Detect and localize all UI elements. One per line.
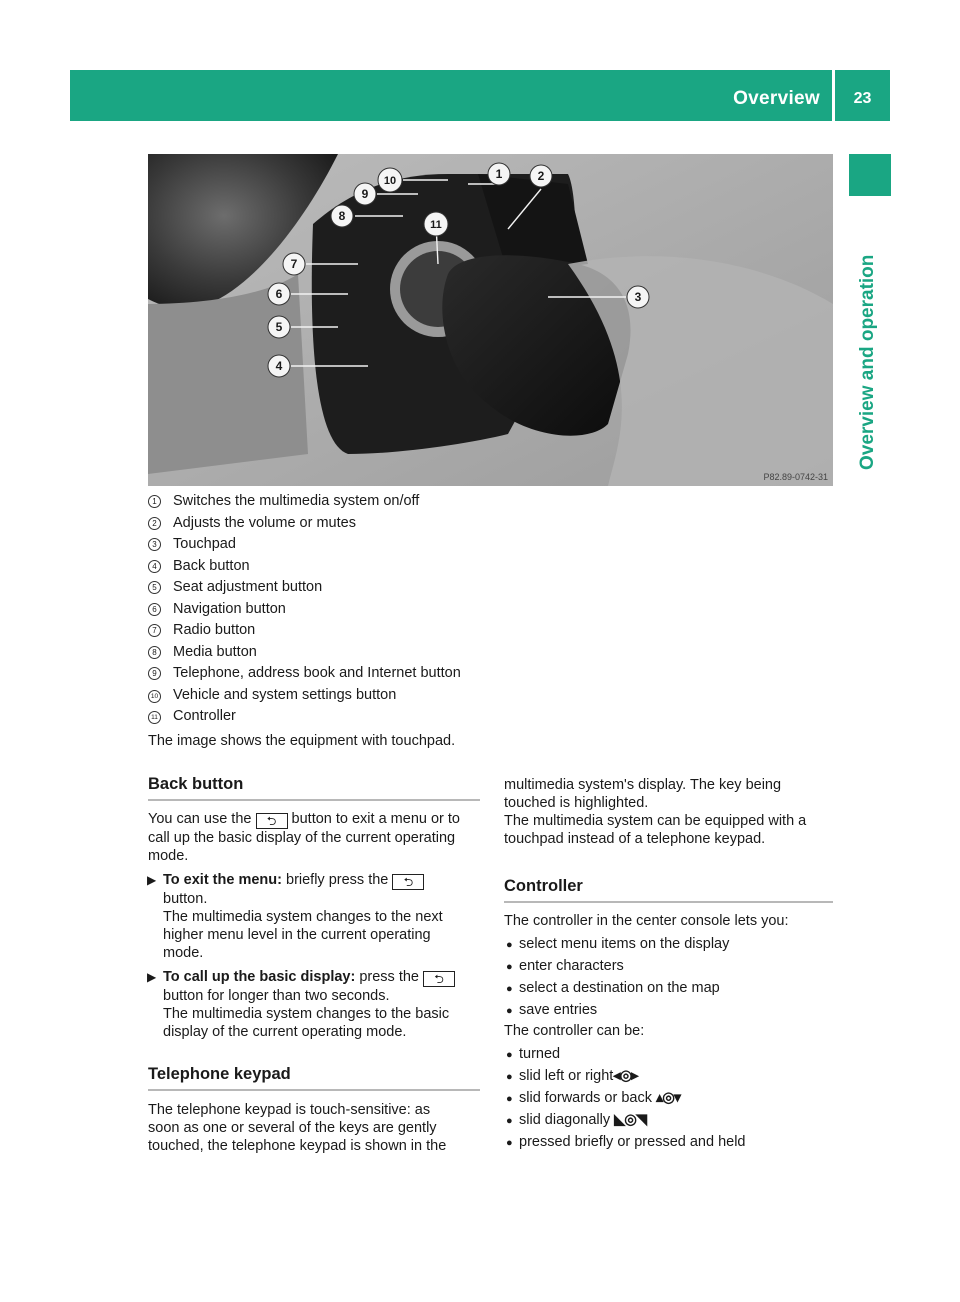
callout-9 (354, 183, 376, 205)
controller-can-be: The controller can be: (504, 1023, 645, 1039)
chapter-tab (849, 154, 891, 196)
callout-1 (488, 163, 510, 185)
controller-heading: Controller (504, 877, 583, 895)
callout-4 (268, 355, 290, 377)
legend-item: 9 Telephone, address book and Internet button (148, 663, 461, 685)
slide-forward-back-icon: ▴◎▾ (656, 1090, 681, 1106)
section-rule (148, 1089, 480, 1091)
console-illustration (148, 154, 833, 486)
legend-item: 1 Switches the multimedia system on/off (148, 491, 461, 513)
section-rule (504, 901, 833, 903)
list-item: ● select menu items on the display (506, 936, 730, 952)
figure-note: The image shows the equipment with touchpad. (148, 733, 456, 749)
legend-item: 6 Navigation button (148, 599, 461, 621)
svg-text:11: 11 (430, 219, 442, 231)
svg-text:7: 7 (290, 257, 298, 271)
list-item: ● enter characters (506, 958, 624, 974)
svg-text:2: 2 (537, 169, 545, 183)
list-item: ● slid forwards or back ▴◎▾ (506, 1090, 681, 1106)
callout-8 (331, 205, 353, 227)
svg-text:10: 10 (383, 175, 397, 187)
controller-uses-list (506, 933, 729, 1021)
callout-5 (268, 316, 290, 338)
legend-item: 8 Media button (148, 642, 461, 664)
legend-item: 4 Back button (148, 556, 461, 578)
list-item: ● slid left or right◂◎▸ (506, 1068, 638, 1084)
callout-3 (627, 286, 649, 308)
list-item: ● save entries (506, 1002, 598, 1018)
figure-code: P82.89-0742-31 (763, 472, 828, 482)
svg-text:4: 4 (275, 359, 283, 373)
telephone-keypad-heading: Telephone keypad (148, 1065, 291, 1083)
callout-2 (530, 165, 552, 187)
header-bar (70, 70, 890, 121)
step-basic-display: ▶ To call up the basic display: press the ⮌ button for longer than two seconds. The multimedia system changes to the basic display of the current operating mode. (163, 968, 483, 1041)
callout-6 (268, 283, 290, 305)
chapter-label: Overview and operation (857, 254, 878, 470)
telephone-keypad-text: The telephone keypad is touch-sensitive: as soon as one or several of the keys are gently touched, the telephone keypad is shown in the (148, 1102, 447, 1154)
step-arrow-icon: ▶ (147, 970, 157, 984)
back-key-icon: ⮌ (392, 874, 424, 890)
section-rule (148, 799, 480, 801)
slide-diagonal-icon: ◣◎◥ (614, 1112, 647, 1128)
list-item: ● select a destination on the map (506, 980, 720, 996)
list-item: ● turned (506, 1046, 561, 1062)
figure-legend (148, 491, 461, 728)
back-key-icon: ⮌ (256, 813, 288, 829)
back-key-icon: ⮌ (423, 971, 455, 987)
svg-text:3: 3 (634, 290, 642, 304)
legend-item: 7 Radio button (148, 620, 461, 642)
svg-text:6: 6 (275, 287, 283, 301)
legend-item: 3 Touchpad (148, 534, 461, 556)
svg-text:9: 9 (361, 187, 369, 201)
legend-item: 11 Controller (148, 706, 461, 728)
back-button-heading: Back button (148, 775, 244, 793)
page-number: 23 (853, 90, 872, 107)
callout-10 (378, 168, 402, 192)
legend-item: 10 Vehicle and system settings button (148, 685, 461, 707)
page-title: Overview (733, 88, 820, 109)
callout-11 (424, 212, 448, 236)
slide-left-right-icon: ◂◎▸ (613, 1068, 638, 1084)
legend-item: 2 Adjusts the volume or mutes (148, 513, 461, 535)
keypad-continued-text: multimedia system's display. The key being touched is highlighted. The multimedia system can be equipped with a touchpad instead of a telephone keypad. (504, 777, 807, 847)
back-button-intro: You can use the ⮌ button to exit a menu or to call up the basic display of the current operating mode. (148, 811, 460, 864)
list-item: ● slid diagonally ◣◎◥ (506, 1112, 647, 1128)
console-photo (148, 154, 833, 486)
list-item: ● pressed briefly or pressed and held (506, 1134, 746, 1150)
svg-text:5: 5 (275, 320, 283, 334)
callout-7 (283, 253, 305, 275)
svg-text:8: 8 (338, 209, 346, 223)
step-arrow-icon: ▶ (147, 873, 157, 887)
legend-item: 5 Seat adjustment button (148, 577, 461, 599)
step-exit-menu: ▶ To exit the menu: briefly press the ⮌ button. The multimedia system changes to the next higher menu level in the current operating mode. (147, 872, 443, 961)
controller-intro: The controller in the center console lets you: (504, 913, 789, 929)
controller-moves-list (506, 1043, 746, 1153)
svg-text:1: 1 (495, 167, 503, 181)
